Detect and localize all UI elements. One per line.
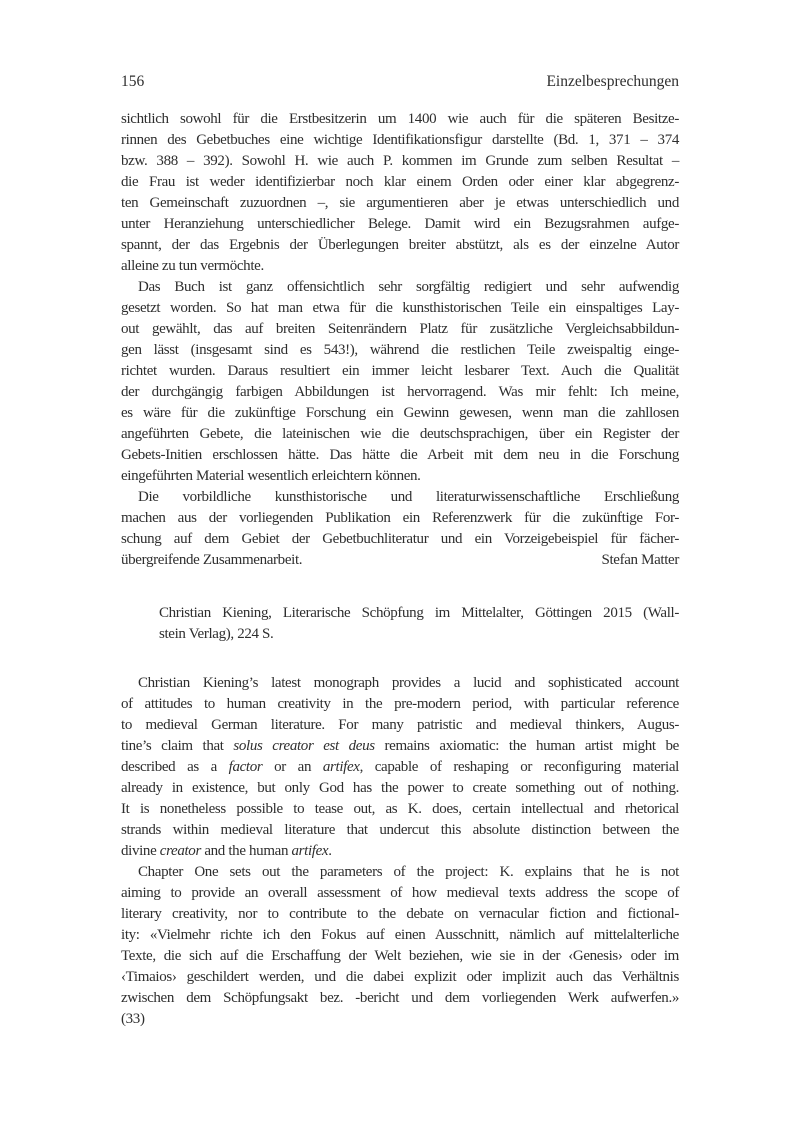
text-line: es wäre für die zukünftige Forschung ein Gewinn gewesen, wenn man die zahllosen xyxy=(121,405,679,421)
page-number: 156 xyxy=(121,73,145,90)
running-head-title: Einzelbesprechungen xyxy=(546,73,679,90)
text-line: schung auf dem Gebiet der Gebetbuchliteratur und ein Vorzeigebeispiel für fächer- xyxy=(121,531,679,547)
text-line: rinnen des Gebetbuches eine wichtige Identifikationsfigur darstellte (Bd. 1, 371 – 374 xyxy=(121,132,679,148)
text-line: gesetzt worden. So hat man etwa für die kunsthistorischen Teile ein einspaltiges Lay- xyxy=(121,300,679,316)
text-line: out gewählt, das auf breiten Seitenrändern Platz für zusätzliche Vergleichsabbildun- xyxy=(121,321,679,337)
book-citation-heading xyxy=(159,603,679,645)
text-line: machen aus der vorliegenden Publikation ein Referenzwerk für die zukünftige For- xyxy=(121,510,679,526)
text-line: aiming to provide an overall assessment of how medieval texts address the scope of xyxy=(121,885,679,901)
text-line: Die vorbildliche kunsthistorische und literaturwissenschaftliche Erschließung xyxy=(138,489,679,505)
text-line: (33) xyxy=(121,1011,145,1027)
running-header xyxy=(121,71,679,92)
text-line: ten Gemeinschaft zuzuordnen –, sie argumentieren aber je etwas unterschiedlich und xyxy=(121,195,679,211)
text-line: to medieval German literature. For many patristic and medieval thinkers, Augus- xyxy=(121,717,679,733)
text-line: Christian Kiening’s latest monograph provides a lucid and sophisticated account xyxy=(138,675,679,691)
text-line xyxy=(121,550,679,571)
text-line: stein Verlag), 224 S. xyxy=(159,626,274,642)
text-line: eingeführten Material wesentlich erleichtern können. xyxy=(121,468,421,484)
text-line: gen lässt (insgesamt sind es 543!), während die restlichen Teile zweispaltig einge- xyxy=(121,342,679,358)
text-line: sichtlich sowohl für die Erstbesitzerin um 1400 wie auch für die späteren Besitze- xyxy=(121,111,679,127)
text-line: richtet wurden. Daraus resultiert ein immer leicht lesbarer Text. Auch die Qualität xyxy=(121,363,679,379)
text-line: already in existence, but only God has the power to create something out of nothing. xyxy=(121,780,679,796)
text-line: alleine zu tun vermöchte. xyxy=(121,258,264,274)
text-line: Christian Kiening, Literarische Schöpfung im Mittelalter, Göttingen 2015 (Wall- xyxy=(159,605,679,621)
text-line: Texte, die sich auf die Erschaffung der Welt beziehen, wie sie in der ‹Genesis› oder im xyxy=(121,948,679,964)
page-body xyxy=(121,109,679,1030)
text-line: die Frau ist weder identifizierbar noch klar einem Orden oder einer klar abgegrenz- xyxy=(121,174,679,190)
text-line: literary creativity, nor to contribute to the debate on vernacular fiction and fictional- xyxy=(121,906,679,922)
text-line: of attitudes to human creativity in the pre-modern period, with particular reference xyxy=(121,696,679,712)
text-line: described as a factor or an artifex, capable of reshaping or reconfiguring material xyxy=(121,759,679,775)
text-line: Gebets-Initien erschlossen hätte. Das hätte die Arbeit mit dem neu in die Forschung xyxy=(121,447,679,463)
review-paragraph xyxy=(121,109,679,277)
text-line: zwischen dem Schöpfungsakt bez. -bericht und dem vorliegenden Werk aufwerfen.» xyxy=(121,990,679,1006)
text-line: Das Buch ist ganz offensichtlich sehr sorgfältig redigiert und sehr aufwendig xyxy=(138,279,679,295)
text-line: spannt, der das Ergebnis der Überlegungen breiter abstützt, als es der einzelne Autor xyxy=(121,237,679,253)
text-line: unter Heranziehung unterschiedlicher Belege. Damit wird ein Bezugsrahmen aufge- xyxy=(121,216,679,232)
text-line: der durchgängig farbigen Abbildungen ist hervorragend. Was mir fehlt: Ich meine, xyxy=(121,384,679,400)
text-line: strands within medieval literature that undercut this absolute distinction between the xyxy=(121,822,679,838)
review-paragraph xyxy=(121,862,679,1030)
text-line: bzw. 388 – 392). Sowohl H. wie auch P. kommen im Grunde zum selben Resultat – xyxy=(121,153,679,169)
text-line: It is nonetheless possible to tease out, as K. does, certain intellectual and rhetorical xyxy=(121,801,679,817)
text-line: divine creator and the human artifex. xyxy=(121,843,332,859)
review-paragraph-with-signature xyxy=(121,487,679,571)
text-line: angeführten Gebete, die lateinischen wie die deutschsprachigen, über ein Register der xyxy=(121,426,679,442)
reviewer-signature: Stefan Matter xyxy=(601,552,679,568)
text-line: ity: «Vielmehr richte ich den Fokus auf einen Ausschnitt, nämlich auf mittelalterliche xyxy=(121,927,679,943)
review-paragraph xyxy=(121,673,679,862)
text-line: tine’s claim that solus creator est deus remains axiomatic: the human artist might be xyxy=(121,738,679,754)
paragraph-closing-text: übergreifende Zusammenarbeit. xyxy=(121,552,303,568)
text-line: ‹Timaios› geschildert werden, und die dabei explizit oder implizit auch das Verhältnis xyxy=(121,969,679,985)
text-line: Chapter One sets out the parameters of the project: K. explains that he is not xyxy=(138,864,679,880)
review-paragraph xyxy=(121,277,679,487)
